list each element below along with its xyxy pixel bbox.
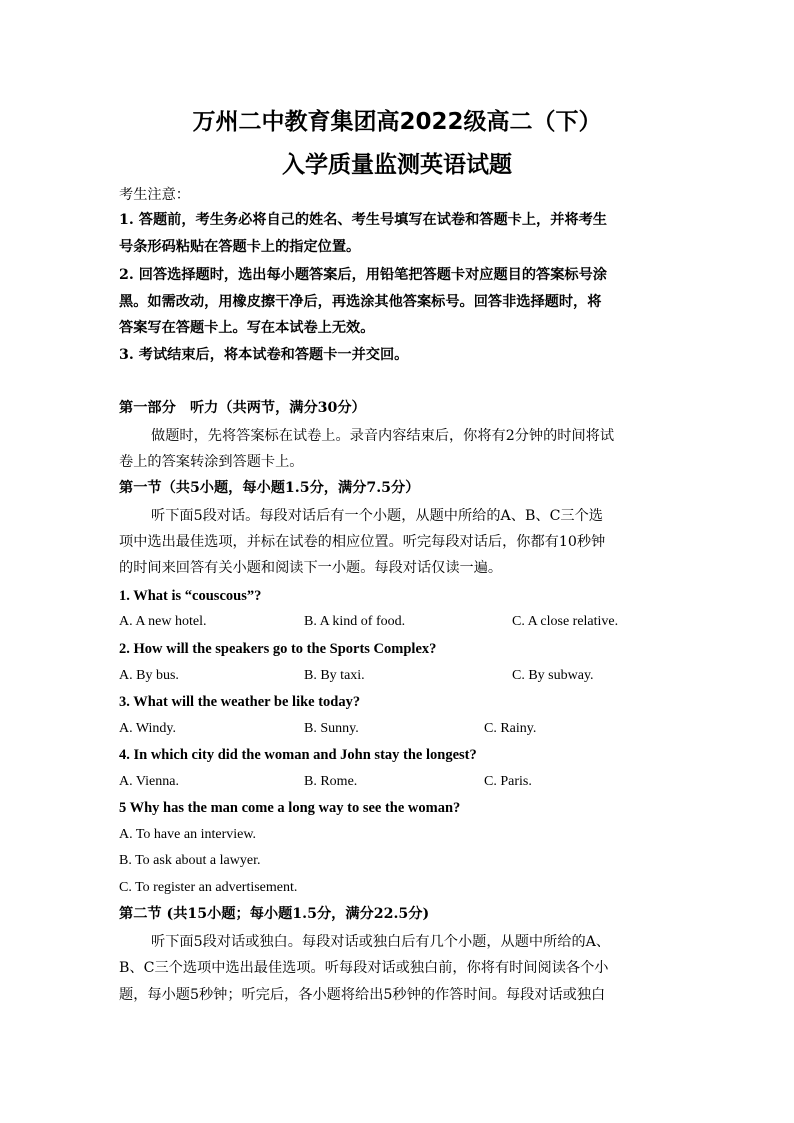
notice-line: 2. 回答选择题时，选出每小题答案后，用铅笔把答题卡对应题目的答案标号涂 <box>119 267 607 283</box>
question-5: 5 Why has the man come a long way to see the woman? <box>119 800 461 816</box>
notice-line: 黑。如需改动，用橡皮擦干净后，再选涂其他答案标号。回答非选择题时，将 <box>119 294 602 310</box>
notice-line: 3. 考试结束后，将本试卷和答题卡一并交回。 <box>119 347 409 363</box>
q3-option-a: A. Windy. <box>119 721 176 736</box>
q3-option-b: B. Sunny. <box>304 721 359 736</box>
section2-intro-line: B、C三个选项中选出最佳选项。听每段对话或独白前，你将有时间阅读各个小 <box>119 960 609 976</box>
exam-title-line2: 入学质量监测英语试题 <box>282 152 512 178</box>
section1-intro-line: 项中选出最佳选项，并标在试卷的相应位置。听完每段对话后，你都有10秒钟 <box>119 534 606 550</box>
q4-option-c: C. Paris. <box>484 774 532 789</box>
notice-line: 号条形码粘贴在答题卡上的指定位置。 <box>119 239 361 255</box>
section2-intro-line: 题，每小题5秒钟；听完后，各小题将给出5秒钟的作答时间。每段对话或独白 <box>119 987 606 1003</box>
notice-line: 答案写在答题卡上。写在本试卷上无效。 <box>119 320 375 336</box>
q1-option-b: B. A kind of food. <box>304 614 406 629</box>
q4-option-a: A. Vienna. <box>119 774 179 789</box>
question-1: 1. What is “couscous”? <box>119 588 262 604</box>
notice-line: 1. 答题前，考生务必将自己的姓名、考生号填写在试卷和答题卡上，并将考生 <box>119 212 607 228</box>
q2-option-b: B. By taxi. <box>304 668 365 683</box>
q5-option-b: B. To ask about a lawyer. <box>119 853 261 868</box>
notice-heading: 考生注意： <box>119 187 190 203</box>
q1-option-c: C. A close relative. <box>512 614 619 629</box>
q5-option-c: C. To register an advertisement. <box>119 880 298 895</box>
section1-heading: 第一节（共5小题，每小题1.5分，满分7.5分） <box>119 480 420 496</box>
question-3: 3. What will the weather be like today? <box>119 694 361 710</box>
part1-intro-line: 卷上的答案转涂到答题卡上。 <box>119 454 304 470</box>
q2-option-a: A. By bus. <box>119 668 179 683</box>
q5-option-a: A. To have an interview. <box>119 827 257 842</box>
section1-intro-line: 的时间来回答有关小题和阅读下一小题。每段对话仅读一遍。 <box>119 560 503 576</box>
section1-intro-line: 听下面5段对话。每段对话后有一个小题，从题中所给的A、B、C三个选 <box>151 508 603 524</box>
question-2: 2. How will the speakers go to the Sports Complex? <box>119 641 437 657</box>
part1-heading: 第一部分 听力（共两节，满分30分） <box>119 400 366 416</box>
q2-option-c: C. By subway. <box>512 668 594 683</box>
question-4: 4. In which city did the woman and John stay the longest? <box>119 747 477 763</box>
q1-option-a: A. A new hotel. <box>119 614 207 629</box>
q3-option-c: C. Rainy. <box>484 721 537 736</box>
section2-heading: 第二节 (共15小题；每小题1.5分，满分22.5分) <box>119 906 430 922</box>
exam-title-line1: 万州二中教育集团高2022级高二（下） <box>192 109 602 135</box>
q4-option-b: B. Rome. <box>304 774 358 789</box>
section2-intro-line: 听下面5段对话或独白。每段对话或独白后有几个小题，从题中所给的A、 <box>151 934 611 950</box>
part1-intro-line: 做题时，先将答案标在试卷上。录音内容结束后，你将有2分钟的时间将试 <box>151 428 615 444</box>
